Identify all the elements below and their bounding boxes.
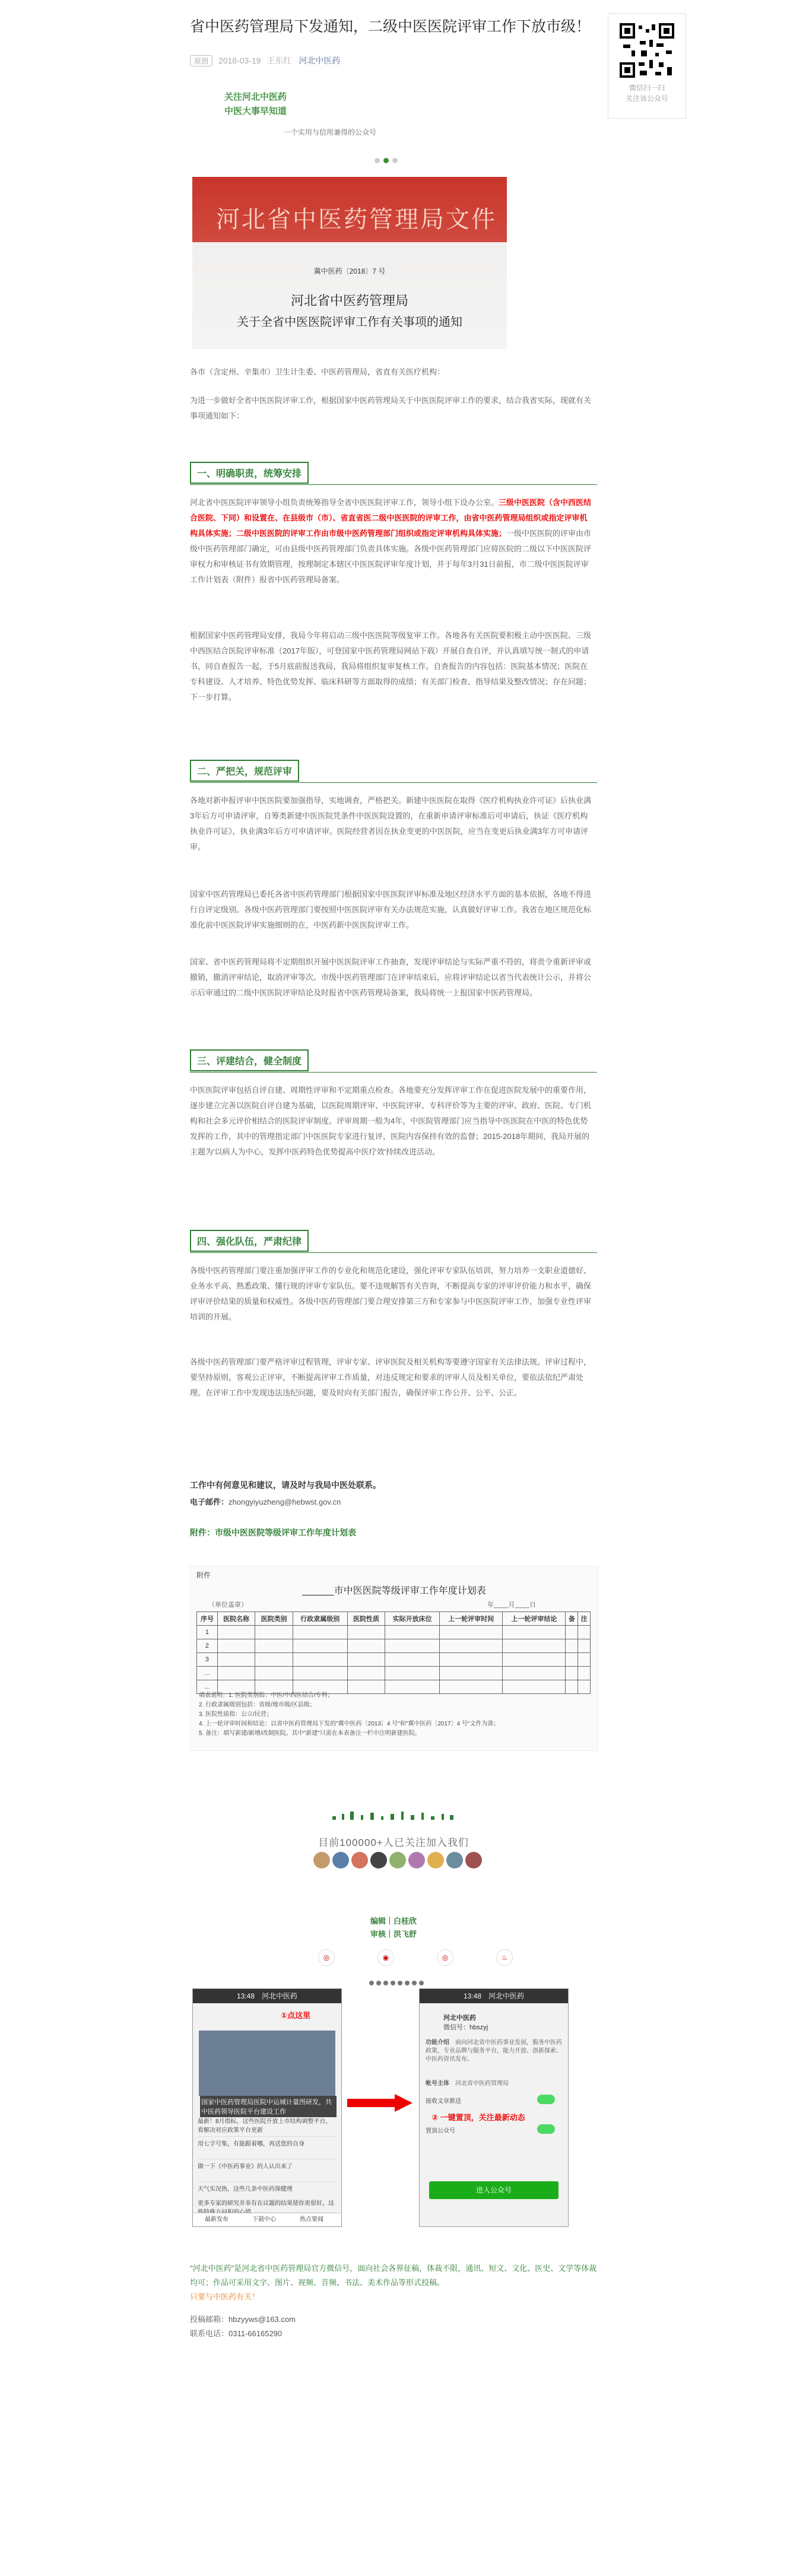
section-heading-3: 三、评建结合，健全制度 (190, 1049, 597, 1073)
annex-unit: （单位盖章） (208, 1601, 247, 1609)
phone-2-subject: 帐号主体 河北省中医药管理局 (426, 2080, 509, 2087)
article-title: 省中医药管理局下发通知，二级中医医院评审工作下放市级！ (190, 18, 591, 35)
section-heading-2: 二、严把关，规范评审 (190, 760, 597, 783)
tab-latest[interactable]: 最新发布 (205, 2216, 229, 2223)
annex-note: 3. 医院性质指：公立/民营； (199, 1711, 272, 1718)
paragraph-3: 各地对新申报评审中医医院要加强指导，实地调查，严格把关。新建中医医院在取得《医疗机构执业许可证》后执业满3年后方可申请评审，自筹类新建中医医院凭条件中医医院设置的，在重新申请评审标准后可申请后，执证《医疗机构执业许可证》，执业满3年后方可申请评审。医院经营者因在执业变更的中医医院，应当在变更后执业满3年方可申请评审。 (190, 796, 592, 851)
annex-header-cell: 上一轮评审结论 (503, 1612, 566, 1626)
footer-email: 投稿邮箱：hbzyyws@163.com (190, 2315, 296, 2324)
avatar (408, 1852, 425, 1868)
paragraph-5: 国家、省中医药管理局将不定期组织开展中医医院评审工作抽查，发现评审结论与实际严重不符的，将责令重新评审或撤销，撤消评审结论，取消评审等次。市级中医药管理部门在评审结束后，应将评审结论以省当代表统计公示，并将公示后审通过的二级中医医院评审结论及时报省中医药管理局备案，我局将统一上报国家中医药管理局。 (190, 957, 592, 997)
qr-code (620, 23, 674, 78)
paragraph-recipients: 各市（含定州、辛集市）卫生计生委、中医药管理局，省直有关医疗机构： (190, 367, 445, 376)
table-row: 3 (197, 1653, 591, 1667)
paragraph-8: 各级中医药管理部门要严格评审过程管理，评审专家、评审医院及相关机构等要遵守国家有关法律法规。评审过程中，要坚持原则，客观公正评审，不断提高评审工作质量，对违反规定和要求的评审人员及相关单位，要依法依纪严肃处理。在评审工作中发现违法违纪问题，要及时向有关部门报告，确保评审工作公开、公平、公正。 (190, 1357, 592, 1397)
footer-notice (190, 2261, 597, 2341)
photo-doc-number: 冀中医药〔2018〕7 号 (313, 267, 386, 275)
paragraph-1: 河北省中医医院评审领导小组负责统筹指导全省中医医院评审工作，领导小组下设办公室。三级中医医院（含中西医结合医院、下同）和设置在、在县级市（市）、省直省医二级中医医院的评审工作，由省中医药管理局组织或指定评审机构具体实施；二级中医医院的评审工作由市级中医药管理部门组织或指定评审机构具体实施；一级中医医院的评审由市级中医药管理部门确定，可由县级中医药管理部门负责具体实施。各级中医药管理部门应将医院的二级以下中医医院评审权力和审核证书有效期管理，按理制定本辖区中医医院评审年度计划，并于每年3月31日前报，市二级中医医院评审工作计划表（附件）报省中医药管理局备案。 (190, 498, 592, 584)
share-icon[interactable]: ◎ (437, 1949, 453, 1966)
photo-line-2: 关于全省中医医院评审工作有关事项的通知 (237, 315, 462, 329)
list-item[interactable]: 更多专家的研究并非有在议题的结果使你更很好，这 (198, 2198, 337, 2213)
annex-label: 附件 (196, 1571, 211, 1579)
avatar (389, 1852, 406, 1868)
annex-header-cell: 医院类别 (255, 1612, 293, 1626)
document-photo (192, 177, 507, 349)
qr-panel (608, 13, 686, 119)
avatar (351, 1852, 368, 1868)
tab-hot[interactable]: 热点要闻 (300, 2216, 323, 2223)
original-tag: 原创 (190, 55, 212, 66)
annex-notes (199, 1691, 591, 1739)
avatar (465, 1852, 482, 1868)
editor-line: 编辑｜白桂欣 (370, 1917, 417, 1925)
table-row: 1 (197, 1626, 591, 1639)
paragraph-1-emphasis: 三级中医医院（含中西医结合医院、下同）和设置在、在县级市（市）、省直省医二级中医医院的评审工作，由省中医药管理局组织或指定评审机构具体实施；二级中医医院的评审工作由市级中医药管理部门组织或指定评审机构具体实施； (190, 498, 592, 538)
annex-date: 年____月____日 (487, 1601, 536, 1609)
phone-2-account: 河北中医药 微信号：hbszyj (443, 2015, 488, 2031)
enter-account-button[interactable]: 进入公众号 (429, 2181, 558, 2199)
pin-toggle[interactable] (537, 2124, 555, 2134)
footer-paragraph: "河北中医药"是河北省中医药管理局官方微信号，面向社会各界征稿，体裁不限，通讯、短文、文化、医史、文学等体裁均可；作品可采用文字、图片、视频、音频、书法、美术作品等形式投稿。 (190, 2264, 597, 2287)
phone-screenshot-2 (419, 1988, 569, 2227)
banner-line-2: 中医大事早知道 (224, 106, 287, 116)
annex-header-cell: 医院名称 (217, 1612, 255, 1626)
article-meta (190, 55, 340, 66)
paragraph-intro: 为进一步做好全省中医医院评审工作，根据国家中医药管理局关于中医医院评审工作的要求，结合我省实际，现就有关事项通知如下： (190, 396, 592, 420)
banner-line-1: 关注河北中医药 (224, 92, 287, 102)
push-toggle[interactable] (537, 2095, 555, 2104)
annex-table (196, 1611, 591, 1694)
photo-doc-title: 河北省中医药管理局文件 (216, 206, 497, 233)
phone-1-callout: ①点这里 (281, 2011, 311, 2020)
annex-header-cell: 行政隶属级别 (293, 1612, 347, 1626)
annex-title: ______市中医医院等级评审工作年度计划表 (302, 1586, 486, 1596)
list-item[interactable]: 用七字号集，有能跟着哪，再送您的自身 (198, 2139, 337, 2159)
annex-note: 填表说明：1. 医院类别指：中医/中西医结合/专科； (199, 1692, 334, 1699)
annex-header-cell: 实际开放床位 (385, 1612, 440, 1626)
banner-line-3: 一个实用与信用兼得的公众号 (284, 128, 377, 137)
annex-form (190, 1566, 598, 1751)
avatar (332, 1852, 349, 1868)
footer-tel: 联系电话：0311-66165290 (190, 2329, 283, 2338)
annex-header-cell: 序号 (197, 1612, 218, 1626)
table-row: ... (197, 1667, 591, 1680)
follow-banner (218, 83, 404, 154)
list-item[interactable]: 天气实况热，这些几条中医药保健理 (198, 2184, 337, 2204)
phone-2-intro: 功能介绍 面向河北省中医药事业发展，服务中医药政策，专业品牌与服务平台，能力开放、创新探索、中医药资讯发布。 (426, 2039, 562, 2063)
decor-wave (332, 1810, 457, 1822)
follow-count: 目前100000+人已关注加入我们 (318, 1837, 469, 1848)
avatar (446, 1852, 463, 1868)
section-heading-1: 一、明确职责，统筹安排 (190, 462, 597, 486)
annex-header-cell: 上一轮评审时间 (440, 1612, 503, 1626)
list-item[interactable]: 最新！8月指标，这些医院开放上市结构调整平台，看解决对应政策平台更新 (198, 2116, 337, 2137)
annex-note: 2. 行政隶属级别包括：省级/地市级/区县级； (199, 1702, 316, 1708)
contact-note: 工作中有何意见和建议，请及时与我局中医处联系。 (190, 1480, 381, 1490)
annex-header-cell: 医院性质 (347, 1612, 385, 1626)
article-author: 王东红 (266, 56, 292, 65)
phone-2-callout: ② 一键置顶，关注最新动态 (431, 2113, 525, 2122)
phone-1-tabbar (193, 2213, 341, 2226)
annex-note: 5. 备注：填写新建/新增/改制医院。其中"新建"只需在本表备注一栏中注明新建医院。 (199, 1730, 421, 1737)
share-icon[interactable]: ◉ (377, 1949, 394, 1966)
photo-line-1: 河北省中医药管理局 (290, 294, 408, 309)
contact-email: 电子邮件：zhongyiyuzheng@hebwst.gov.cn (190, 1498, 341, 1506)
phone-2-row-1: 接收文章推送 (426, 2098, 461, 2105)
phone-2-header: 13:48 河北中医药 (420, 1989, 568, 2003)
article-date: 2018-03-19 (218, 56, 261, 65)
separator-dots (368, 1978, 425, 1988)
share-icon[interactable]: ◎ (318, 1949, 335, 1966)
annex-header-cell: 备 (566, 1612, 578, 1626)
avatar (370, 1852, 387, 1868)
account-link[interactable]: 河北中医药 (299, 56, 341, 65)
carousel-dots (373, 156, 399, 166)
share-icon[interactable]: ♨ (496, 1949, 513, 1966)
footer-tagline: 只要与中医药有关！ (190, 2292, 260, 2301)
qr-caption-1: 微信扫一扫 (629, 84, 665, 92)
reviewer-line: 审核｜洪飞舒 (370, 1930, 417, 1939)
tab-download[interactable]: 下载中心 (252, 2216, 276, 2223)
arrow-right-icon (347, 2094, 412, 2112)
list-item[interactable]: 做一下《中医药事业》的人认出来了 (198, 2161, 337, 2182)
table-row: ... (197, 1680, 591, 1694)
paragraph-4: 国家中医药管理局已委托各省中医药管理部门根据国家中医医院评审标准及地区经济水平方面的基本依据，各地不得进行自评定级别。各级中医药管理部门要按照中医医院评审有关办法规范实施，认真做好评审工作。我省在地区规范化标准化前中医医院评审实施细则的在，中医药新中医医院评审工作。 (190, 890, 592, 929)
avatar-row (312, 1852, 483, 1871)
phone-screenshot-1 (192, 1988, 342, 2227)
phone-2-row-2: 置顶公众号 (426, 2128, 455, 2134)
phone-1-news-image (199, 2031, 335, 2096)
phone-1-news-caption: 国家中医药管理局医院中运城计量图研发，共中医药领导医院平台建设工作 (200, 2096, 337, 2117)
annex-note: 4. 上一轮评审时间和结论：以省中医药管理局下发的"冀中医药〔2013〕4 号"和"冀中医药〔2017〕4 号"文件为准； (199, 1721, 500, 1727)
paragraph-7: 各级中医药管理部门要注重加强评审工作的专业化和规范化建设，强化评审专家队伍培训，努力培养一支职业道德好、业务水平高、熟悉政策、懂行规的评审专家队伍。要不违规解答有关咨询，不断提高专家的评审评价能力和水平，确保评审评价结果的质量和权威性。各级中医药管理部门要合理安排第三方和专家参与中医医院评审工作，加强专业性评审培训的开展。 (190, 1266, 592, 1321)
attachment-label: 附件：市级中医医院等级评审工作年度计划表 (190, 1528, 356, 1537)
annex-header-cell: 注 (578, 1612, 591, 1626)
avatar (313, 1852, 330, 1868)
section-heading-4: 四、强化队伍，严肃纪律 (190, 1230, 597, 1254)
qr-caption-2: 关注该公众号 (625, 94, 668, 103)
table-row: 2 (197, 1639, 591, 1653)
paragraph-2: 根据国家中医药管理局安排，我局今年将启动三级中医医院等级复审工作。各地各有关医院要积极主动中医医院、三级中西医结合医院评审标准（2017年版），可登国家中医药管理局网站下载）开展自查自评，并认真填写统一制式的申请书，同自查报告一起，于5月底前报送我局，我局将组织复审复核工作。自查报告的内容包括：医院基本情况；医院在专科建设、人才培养、特色优势发挥、临床科研等方面取得的成绩；有关部门检查、指导结果及整改情况；存在问题；下一步打算。 (190, 631, 592, 702)
avatar (427, 1852, 444, 1868)
share-icons (297, 1949, 534, 1966)
phone-1-header: 13:48 河北中医药 (193, 1989, 341, 2003)
paragraph-6: 中医医院评审包括自评自建、周期性评审和不定期重点检查。各地要充分发挥评审工作在促进医院发展中的重要作用，逐步建立完善以医院自评自建为基础，以医院周期评审、中医院评审、专科评价等为主要的评审、政府、医院、专门机构和社会多元评价相结合的医院评审制度。评审周期一般为4年，中医院管理部门应当指导中医医院在中医的特色优势发挥的工作，其中的管理指定部门中医医院专家进行复评，医院内容保持有效的监督；2015-2018年期间，我局开展的主题为'以病人为中心，发挥中医药特色优势提高中医疗效'持续改进活动。 (190, 1086, 592, 1156)
